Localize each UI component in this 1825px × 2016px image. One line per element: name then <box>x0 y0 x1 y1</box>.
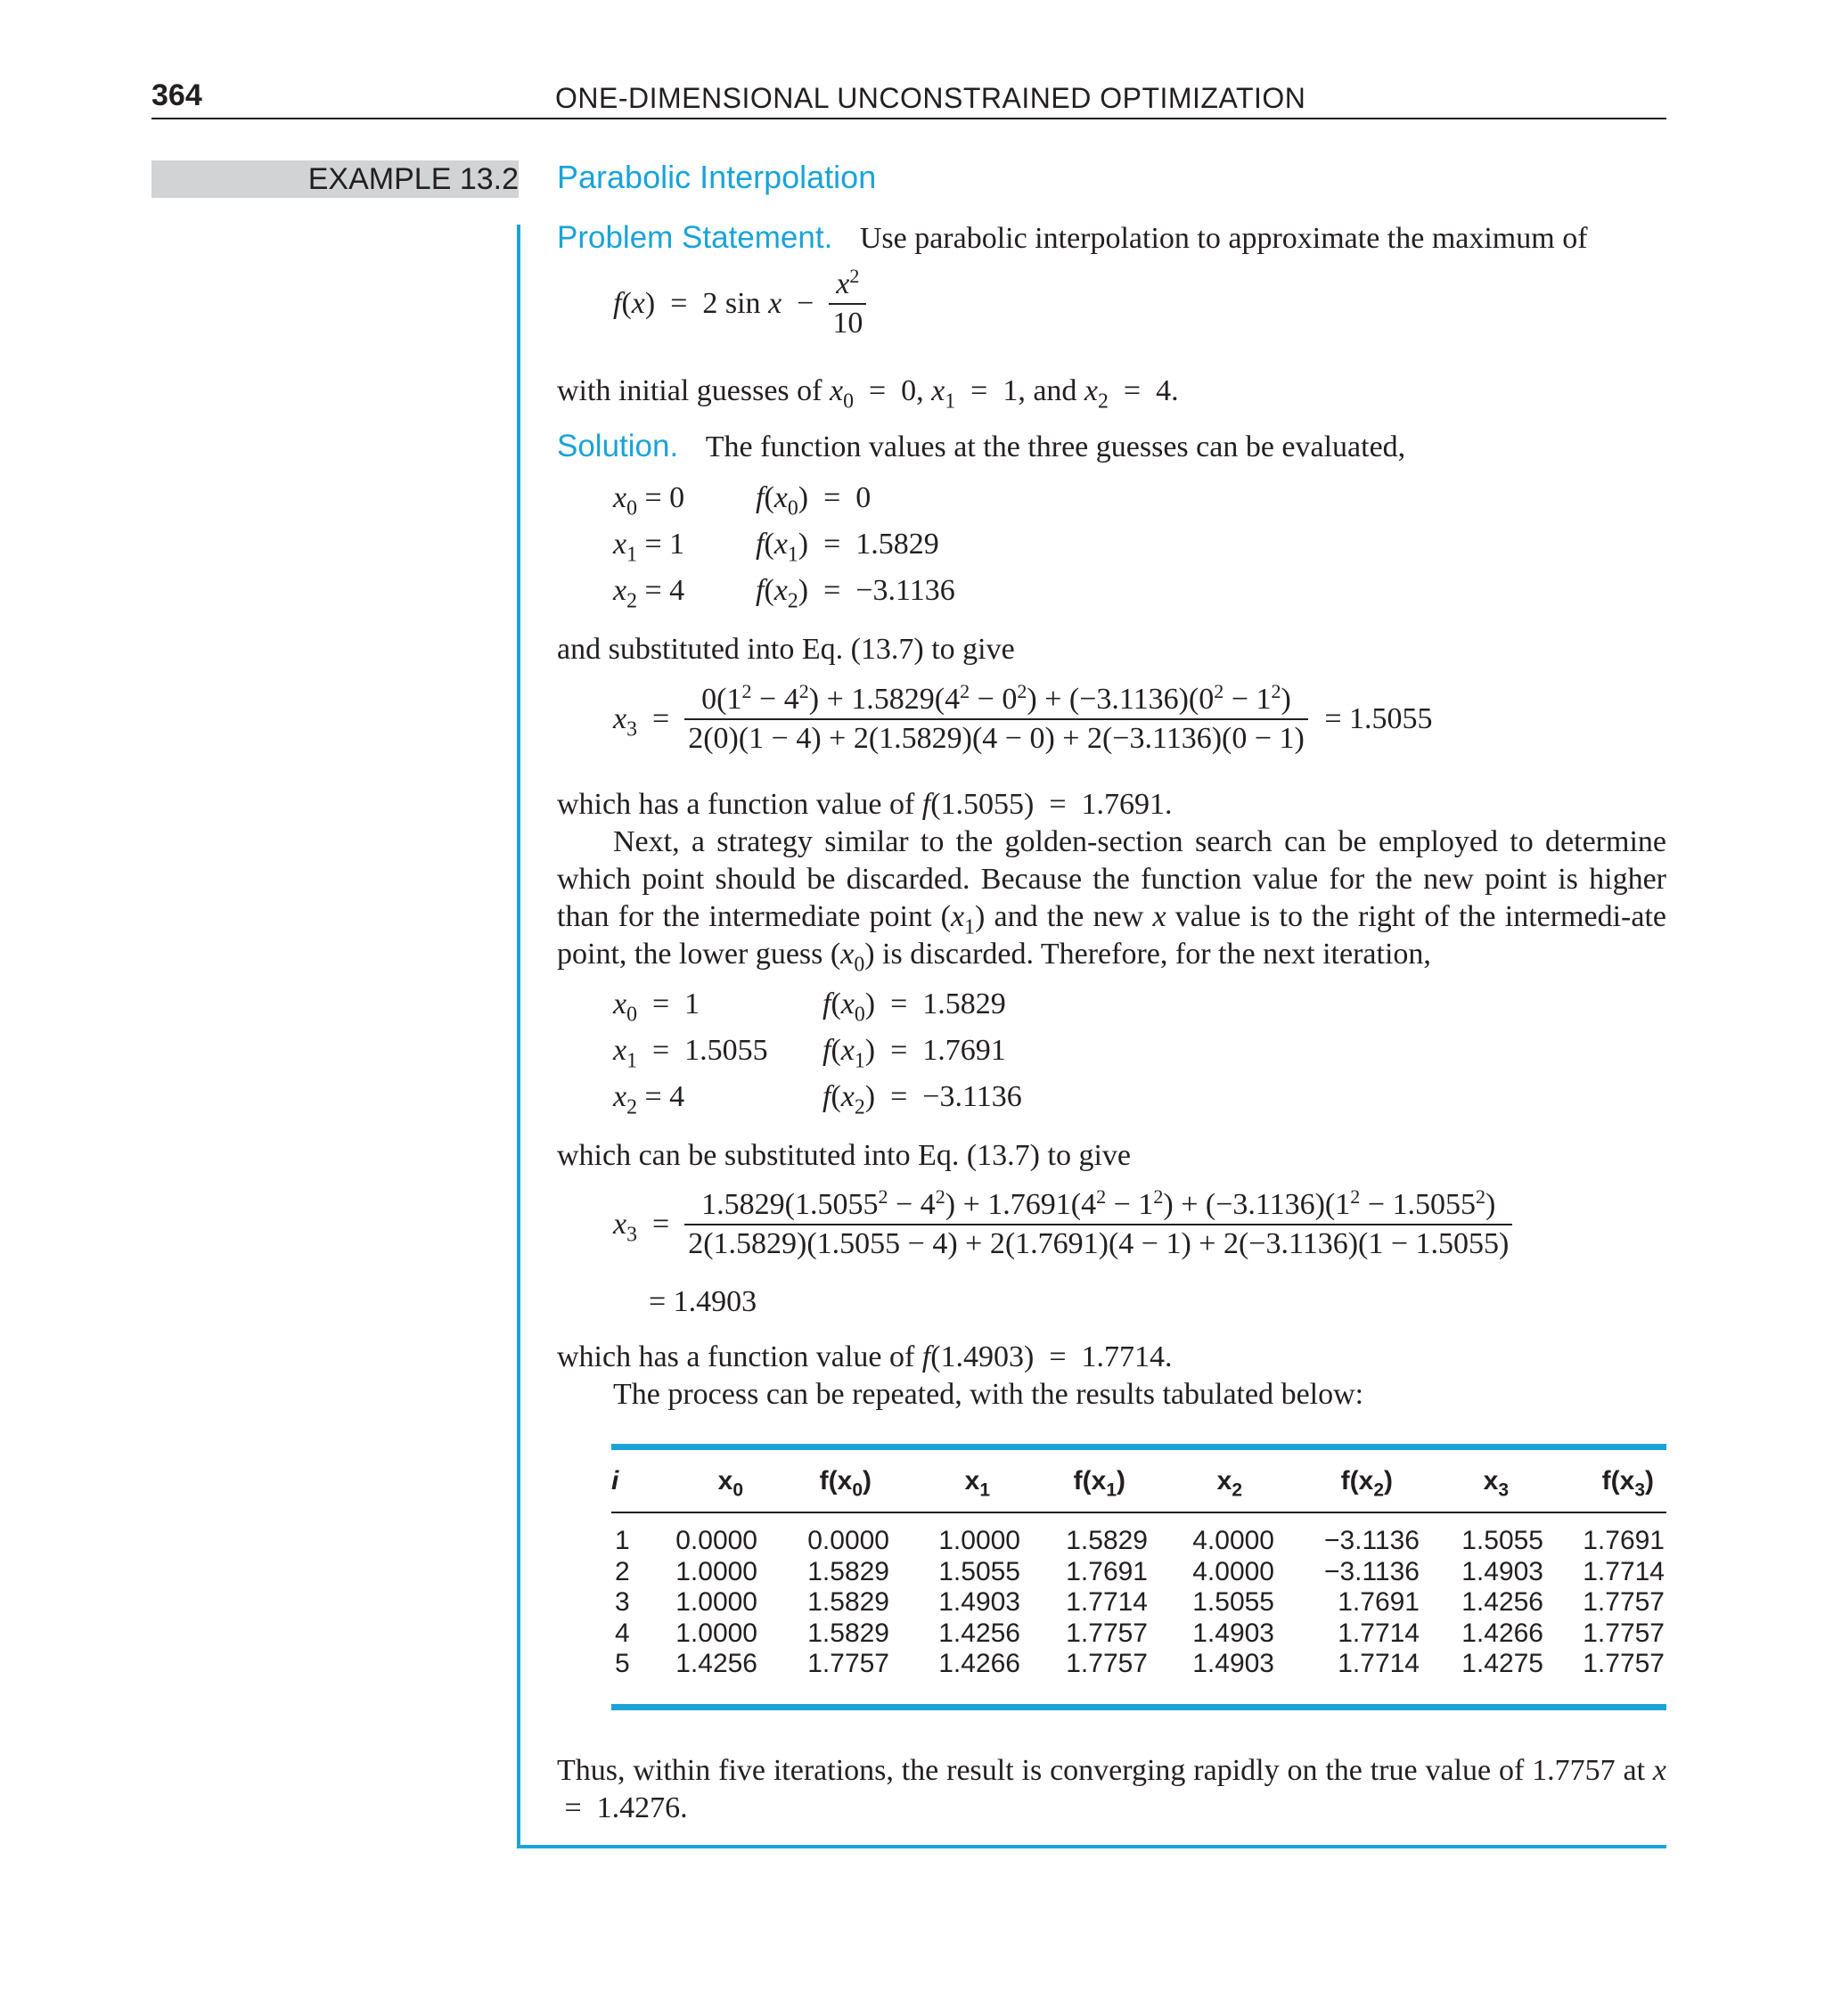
table-cell-i: 1 <box>615 1526 630 1555</box>
x3-denominator-1: 2(0)(1 − 4) + 2(1.5829)(4 − 0) + 2(−3.1136)(0 − 1) <box>688 722 1305 755</box>
x3-fraction-2 <box>684 1184 1512 1261</box>
problem-text: Use parabolic interpolation to approximate the maximum of <box>859 222 1588 255</box>
eval1-row-fx1: $f(x_1) = 1.5829$ <box>756 528 939 567</box>
table-cell-x2: 4.0000 <box>1192 1556 1274 1586</box>
function-value-2: which has a function value of f(1.4903) = 1.7714. <box>557 1340 1173 1373</box>
x3-equation-1 <box>613 679 1433 756</box>
table-cell-x0: 0.0000 <box>675 1526 757 1555</box>
table-cell-x2: 1.4903 <box>1192 1649 1274 1678</box>
example-side-bar <box>517 225 520 1848</box>
table-header-x3: $x_3$ <box>1483 1466 1509 1501</box>
table-cell-x3: 1.4256 <box>1461 1587 1543 1617</box>
x3-equation-2 <box>613 1184 1512 1261</box>
table-cell-i: 4 <box>615 1618 630 1648</box>
table-cell-x1: 1.0000 <box>938 1526 1020 1555</box>
substituted-text-2: which can be substituted into Eq. (13.7) to give <box>557 1139 1131 1172</box>
table-cell-fx1: 1.7691 <box>1066 1556 1148 1586</box>
table-header-fx3: $f(x_3)$ <box>1601 1466 1654 1501</box>
table-header-fx0: $f(x_0)$ <box>819 1466 872 1501</box>
example-bottom-rule <box>517 1845 1666 1848</box>
function-value-1: which has a function value of f(1.5055) = 1.7691. <box>557 788 1173 821</box>
table-cell-fx1: 1.5829 <box>1066 1526 1148 1555</box>
table-header-x2: $x_2$ <box>1216 1466 1242 1501</box>
table-cell-fx0: 0.0000 <box>807 1526 889 1555</box>
function-lhs: f(x) = 2 sin x − <box>613 287 822 320</box>
x3-numerator-1: $0(1^2 - 4^2) + 1.5829(4^2 - 0^2) + (-3.1136)(0^2 - 1^2)$ <box>684 683 1308 720</box>
substituted-text: and substituted into Eq. (13.7) to give <box>557 633 1015 666</box>
table-header-i: i <box>611 1466 619 1496</box>
eval2-row-fx1: $f(x_1) = 1.7691$ <box>822 1034 1006 1073</box>
table-header-rule <box>611 1512 1666 1513</box>
table-cell-i: 5 <box>615 1649 630 1678</box>
table-bottom-rule <box>611 1704 1666 1710</box>
table-header-x1: $x_1$ <box>964 1466 990 1501</box>
table-cell-fx1: 1.7757 <box>1066 1649 1148 1678</box>
table-header-fx2: $f(x_2)$ <box>1340 1466 1393 1501</box>
eval1-row-x2: $x_2 = 4$ <box>613 574 685 613</box>
table-top-rule <box>611 1444 1666 1450</box>
table-cell-x0: 1.0000 <box>675 1587 757 1617</box>
example-label: EXAMPLE 13.2 <box>307 162 519 196</box>
table-cell-fx1: 1.7714 <box>1066 1587 1148 1617</box>
table-cell-fx2: 1.7714 <box>1338 1618 1420 1648</box>
eval2-row-fx0: $f(x_0) = 1.5829$ <box>822 988 1006 1027</box>
table-cell-fx3: 1.7691 <box>1583 1526 1665 1555</box>
table-cell-fx0: 1.7757 <box>807 1649 889 1678</box>
x3-denominator-2: 2(1.5829)(1.5055 − 4) + 2(1.7691)(4 − 1) + 2(−3.1136)(1 − 1.5055) <box>688 1227 1510 1260</box>
table-cell-fx0: 1.5829 <box>807 1556 889 1586</box>
x3-fraction-1 <box>684 679 1308 756</box>
eval2-row-fx2: $f(x_2) = -3.1136$ <box>822 1080 1022 1119</box>
table-header-fx1: $f(x_1)$ <box>1073 1466 1125 1501</box>
table-cell-x0: 1.4256 <box>675 1649 757 1678</box>
table-cell-fx2: −3.1136 <box>1323 1556 1420 1586</box>
table-cell-fx2: 1.7691 <box>1338 1587 1420 1617</box>
table-cell-x0: 1.0000 <box>675 1618 757 1648</box>
eval2-row-x1: $x_1 = 1.5055$ <box>613 1034 768 1073</box>
table-cell-fx3: 1.7757 <box>1583 1587 1665 1617</box>
table-cell-x3: 1.4903 <box>1461 1556 1543 1586</box>
x3-numerator-2: $1.5829(1.5055^2 - 4^2) + 1.7691(4^2 - 1^2) + (-3.1136)(1^2 - 1.5055^2)$ <box>684 1188 1512 1225</box>
table-cell-x1: 1.4903 <box>938 1587 1020 1617</box>
table-cell-x1: 1.4256 <box>938 1618 1020 1648</box>
eval1-row-x1: $x_1 = 1$ <box>613 528 685 567</box>
eval2-row-x2: $x_2 = 4$ <box>613 1080 685 1119</box>
table-cell-fx0: 1.5829 <box>807 1587 889 1617</box>
problem-heading: Problem Statement. <box>557 220 833 255</box>
table-cell-x0: 1.0000 <box>675 1556 757 1586</box>
table-cell-fx3: 1.7714 <box>1583 1556 1665 1586</box>
solution-intro <box>557 428 1405 466</box>
table-cell-x3: 1.4275 <box>1461 1649 1543 1678</box>
example-title: Parabolic Interpolation <box>557 159 877 195</box>
table-cell-x3: 1.5055 <box>1461 1526 1543 1555</box>
table-cell-fx1: 1.7757 <box>1066 1618 1148 1648</box>
table-cell-fx2: 1.7714 <box>1338 1649 1420 1678</box>
table-cell-x1: 1.4266 <box>938 1649 1020 1678</box>
solution-text: The function values at the three guesses can be evaluated, <box>705 430 1406 463</box>
function-fraction <box>829 264 866 340</box>
eval2-row-x0: $x_0 = 1$ <box>613 988 700 1027</box>
table-cell-fx2: −3.1136 <box>1323 1526 1420 1555</box>
next-paragraph: Next, a strategy similar to the golden-section search can be employed to determine which point should be discarded. Because the function value for the new point is higher than for the intermediate point $(x_1)$ and the new x value is to the right of the intermedi-ate point, the lower guess $(x_0)$ is discarded. Therefore, for the next iteration, <box>557 825 1666 977</box>
table-header-x0: $x_0$ <box>717 1466 743 1501</box>
x3-lhs-2: $x_3$ = <box>613 1208 677 1247</box>
function-numerator: $x^2$ <box>829 267 866 305</box>
function-denominator: 10 <box>832 307 863 340</box>
initial-guesses: with initial guesses of $x_0 = 0$, $x_1 = 1$, and $x_2 = 4$. <box>557 374 1179 414</box>
eval1-row-fx0: $f(x_0) = 0$ <box>756 481 872 520</box>
table-cell-x2: 1.5055 <box>1192 1587 1274 1617</box>
x3-lhs-1: $x_3$ = <box>613 702 677 742</box>
table-cell-x2: 4.0000 <box>1192 1526 1274 1555</box>
table-cell-fx3: 1.7757 <box>1583 1618 1665 1648</box>
x3-result-1: = 1.5055 <box>1324 702 1433 735</box>
header-rule <box>151 118 1666 119</box>
table-cell-fx3: 1.7757 <box>1583 1649 1665 1678</box>
page-number: 364 <box>151 78 202 112</box>
table-cell-x3: 1.4266 <box>1461 1618 1543 1648</box>
eval1-row-fx2: $f(x_2) = -3.1136$ <box>756 574 955 613</box>
function-equation <box>613 264 866 340</box>
table-cell-x2: 1.4903 <box>1192 1618 1274 1648</box>
table-cell-fx0: 1.5829 <box>807 1618 889 1648</box>
eval1-row-x0: $x_0 = 0$ <box>613 481 685 520</box>
table-cell-i: 2 <box>615 1556 630 1586</box>
problem-statement <box>557 219 1588 258</box>
running-head: ONE-DIMENSIONAL UNCONSTRAINED OPTIMIZATION <box>555 82 1306 114</box>
conclusion: Thus, within five iterations, the result is converging rapidly on the true value of 1.7757 at x = 1.4276. <box>557 1754 1666 1824</box>
x3-result-2: = 1.4903 <box>649 1285 757 1318</box>
repeat-text: The process can be repeated, with the results tabulated below: <box>613 1378 1364 1411</box>
table-cell-i: 3 <box>615 1587 630 1617</box>
table-cell-x1: 1.5055 <box>938 1556 1020 1586</box>
solution-heading: Solution. <box>557 429 679 463</box>
